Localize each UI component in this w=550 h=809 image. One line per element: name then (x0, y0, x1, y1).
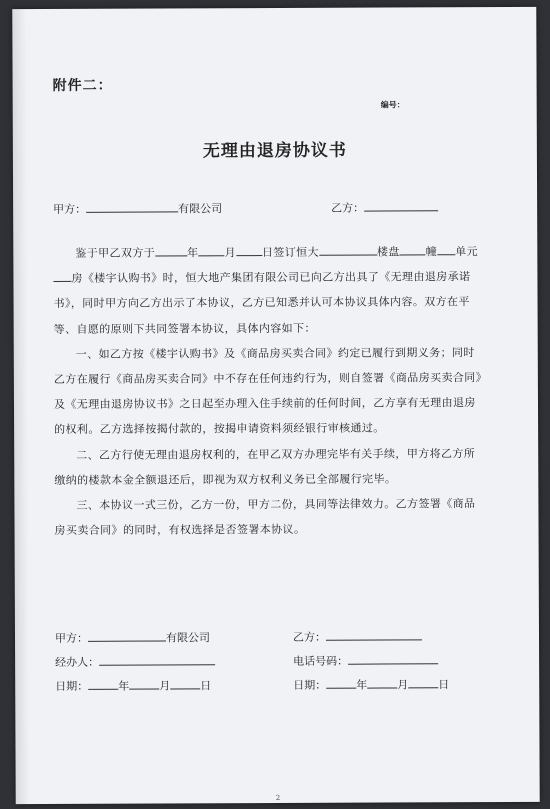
sign-handler-blank (99, 653, 215, 666)
sign-date-a-month-blank (129, 678, 159, 690)
clause-3: 三、本协议一式三份，乙方一份，甲方二份，具同等法律效力。乙方签署《商品房买卖合同》的同时，有权选择是否签署本协议。 (54, 497, 476, 538)
intro-month: 月 (224, 246, 236, 260)
party-b-name-blank (364, 199, 438, 211)
intro-text-3: 楼盘 (376, 245, 400, 259)
sign-date-a-year: 年 (118, 679, 130, 693)
intro-text-4: 房《楼宇认购书》时，恒大地产集团有限公司已向乙方出具了《无理由退房承诺书》，同时甲方向乙方出示了本协议，乙方已知悉并认可本协议具体内容。双方在平等、自愿的原则下共同签署本协议，具体内容如下： (53, 270, 471, 336)
document-page (12, 7, 539, 804)
sign-date-a (55, 677, 211, 694)
attachment-label: 附件二： (52, 77, 113, 94)
party-b-label: 乙方： (331, 201, 365, 215)
party-a-label: 甲方： (53, 202, 87, 216)
party-b-line (331, 199, 438, 215)
sign-party-b (293, 628, 422, 645)
sign-party-a (55, 629, 210, 646)
sign-party-a-suffix: 有限公司 (165, 631, 211, 645)
intro-building: 幢 (425, 245, 438, 259)
number-label: 编号： (380, 99, 405, 110)
party-a-line (53, 200, 222, 217)
sign-date-b-year-blank (326, 677, 356, 689)
page-number: 2 (275, 793, 281, 803)
sign-party-b-blank (326, 628, 422, 640)
intro-year: 年 (187, 246, 199, 260)
building-blank (400, 243, 426, 255)
sign-phone-label: 电话号码： (293, 654, 349, 668)
room-blank (53, 270, 71, 282)
clause-1: 一、如乙方按《楼宇认购书》及《商品房买卖合同》约定已履行到期义务；同时乙方在履行《商品房买卖合同》中不存在任何违约行为，则自签署《商品房买卖合同》及《无理由退房协议书》之日起至办理入住手续前的任何时间，乙方享有无理由退房的权利。乙方选择按揭付款的，按揭申请资料须经银行审核通过。 (53, 345, 482, 437)
sign-date-b-day: 日 (438, 678, 450, 692)
party-a-suffix: 有限公司 (178, 202, 223, 216)
intro-unit: 单元 (455, 245, 479, 259)
sign-date-a-day-blank (170, 677, 200, 689)
sign-party-a-label: 甲方： (54, 631, 89, 645)
sign-phone (293, 652, 438, 669)
sign-party-a-blank (88, 629, 166, 641)
sign-handler (55, 653, 215, 670)
sign-year-blank (155, 244, 187, 256)
sign-date-b-year: 年 (356, 678, 368, 692)
sign-day-blank (236, 244, 262, 256)
sign-party-b-label: 乙方： (292, 630, 327, 644)
clause-2: 二、乙方行使无理由退房权利的，在甲乙双方办理完毕有关手续，甲方将乙方所缴纳的楼款本金全额退还后，即视为双方权利义务已全部履行完毕。 (54, 446, 476, 487)
sign-phone-blank (348, 652, 438, 664)
party-a-name-blank (86, 200, 178, 212)
project-name-blank (319, 244, 377, 256)
intro-text-2: 日签订恒大 (261, 245, 319, 260)
sign-handler-label: 经办人： (55, 655, 100, 669)
sign-date-a-year-blank (88, 678, 118, 690)
agreement-body (53, 239, 484, 543)
sign-date-b-month: 月 (397, 678, 409, 692)
sign-date-a-label: 日期： (55, 679, 89, 693)
intro-text-1: 鉴于甲乙双方于 (75, 246, 156, 260)
sign-date-a-day: 日 (200, 679, 212, 693)
document-title: 无理由退房协议书 (202, 140, 347, 162)
sign-date-b-day-blank (408, 676, 438, 688)
intro-paragraph (53, 239, 483, 342)
sign-month-blank (199, 244, 225, 256)
sign-date-b (293, 676, 449, 693)
sign-date-b-label: 日期： (293, 678, 327, 692)
sign-date-a-month: 月 (159, 679, 171, 693)
unit-blank (437, 243, 455, 255)
sign-date-b-month-blank (367, 676, 397, 688)
